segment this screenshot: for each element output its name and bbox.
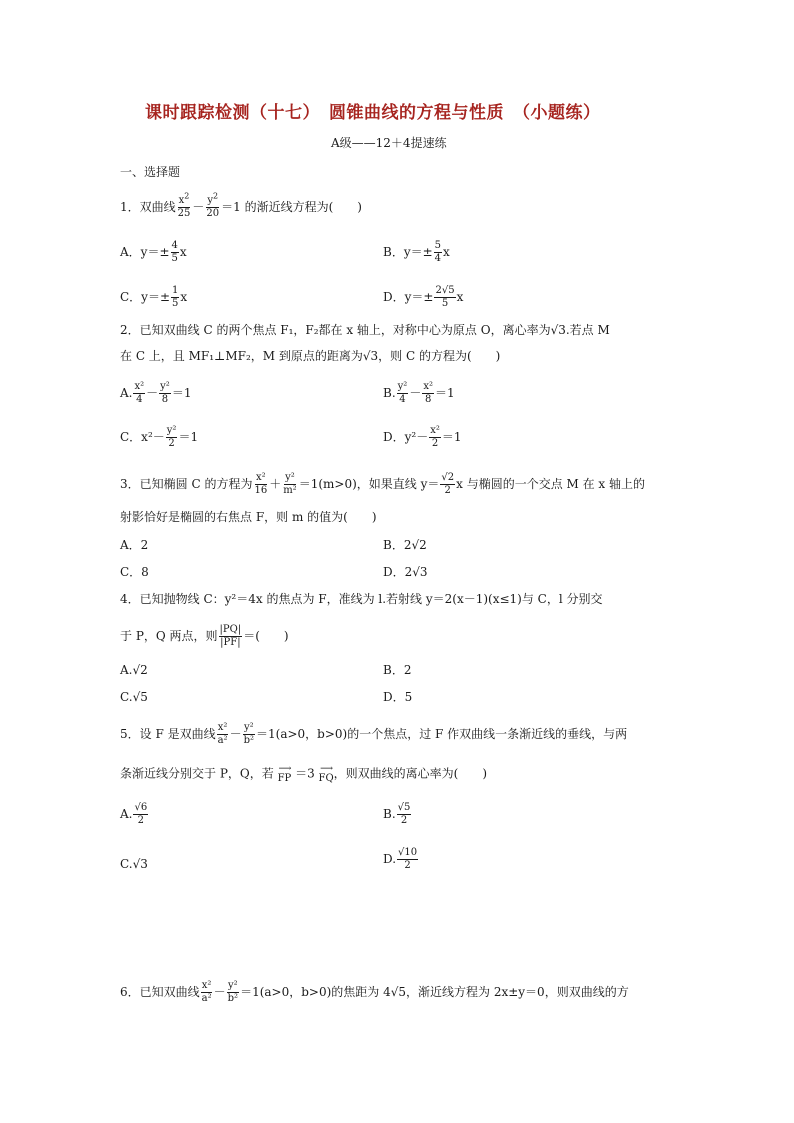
question-3-option-b: B．2√2 — [383, 538, 427, 552]
question-6-line-1: 6．已知双曲线 $\frac{\text{x²}}{\text{a²}}$ － $\frac{\text{y²}}{\text{b²}}$ ＝1(a>0，b>0)的焦距为 4√5，渐近线方程为 2x±y＝0，则双曲线的方 — [120, 980, 629, 1004]
question-4-option-b: B．2 — [383, 663, 412, 677]
question-2-option-c: C．x²－ $\frac{\text{y²}}{2}$ ＝1 — [120, 425, 199, 449]
question-2-line-1: 2．已知双曲线 C 的两个焦点 F₁，F₂都在 x 轴上，对称中心为原点 O，离心率为√3.若点 M — [120, 323, 610, 337]
section-heading: 一、选择题 — [120, 165, 181, 179]
question-4-line-2: 于 P，Q 两点，则 $\frac{|PQ|}{|PF|}$ ＝( ) — [120, 624, 289, 648]
question-5-option-b: B. $\frac{√5}{2}$ — [383, 802, 411, 826]
question-4-option-c: C.√5 — [120, 690, 148, 704]
question-5-option-c: C.√3 — [120, 857, 148, 871]
question-1-stem: 1．双曲线 $\frac{x^2}{25}$ － $\frac{y^2}{20}$ ＝1 的渐近线方程为( ) — [120, 191, 362, 219]
question-1-option-a: A．y＝± $\frac{4}{5}$ x — [120, 240, 187, 264]
question-1-option-b: B．y＝± $\frac{5}{4}$ x — [383, 240, 450, 264]
question-4-option-d: D．5 — [383, 690, 413, 704]
question-5-option-d: D. $\frac{√10}{2}$ — [383, 847, 418, 871]
question-4-option-a: A.√2 — [120, 663, 148, 677]
question-1-option-d: D．y＝± $\frac{2√5}{5}$ x — [383, 285, 464, 309]
question-5-line-1: 5．设 F 是双曲线 $\frac{\text{x²}}{\text{a²}}$ － $\frac{\text{y²}}{\text{b²}}$ ＝1(a>0，b>0)的一个焦点，过 F 作双曲线一条渐近线的垂线，与两 — [120, 722, 628, 746]
page-title: 课时跟踪检测（十七） 圆锥曲线的方程与性质 （小题练） — [145, 103, 601, 123]
question-2-option-b: B. $\frac{\text{y²}}{4}$ － $\frac{\text{x²}}{8}$ ＝1 — [383, 381, 455, 405]
question-4-line-1: 4．已知抛物线 C：y²＝4x 的焦点为 F，准线为 l.若射线 y＝2(x－1)(x≤1)与 C，l 分别交 — [120, 592, 603, 606]
question-3-line-1: 3．已知椭圆 C 的方程为 $\frac{\text{x²}}{16}$ ＋ $\frac{\text{y²}}{\text{m²}}$ ＝1(m>0)，如果直线 y＝ $\frac{√2}{2}$ x 与椭圆的一个交点 M 在 x 轴上的 — [120, 472, 646, 496]
question-3-option-c: C．8 — [120, 565, 149, 579]
question-2-line-2: 在 C 上，且 MF₁⊥MF₂，M 到原点的距离为√3，则 C 的方程为( ) — [120, 349, 501, 363]
question-2-option-a: A. $\frac{\text{x²}}{4}$ － $\frac{\text{y²}}{8}$ ＝1 — [120, 381, 192, 405]
question-5-line-2: 条渐近线分别交于 P，Q，若 ⟶ FP ＝3 ⟶ FQ ，则双曲线的离心率为( ) — [120, 764, 488, 784]
question-5-option-a: A. $\frac{√6}{2}$ — [120, 802, 148, 826]
question-3-line-2: 射影恰好是椭圆的右焦点 F，则 m 的值为( ) — [120, 510, 377, 524]
level-subtitle: A级——12＋4提速练 — [331, 136, 447, 150]
question-2-option-d: D．y²－ $\frac{\text{x²}}{2}$ ＝1 — [383, 425, 462, 449]
question-3-option-a: A．2 — [120, 538, 149, 552]
question-3-option-d: D．2√3 — [383, 565, 428, 579]
question-1-option-c: C．y＝± $\frac{1}{5}$ x — [120, 285, 188, 309]
